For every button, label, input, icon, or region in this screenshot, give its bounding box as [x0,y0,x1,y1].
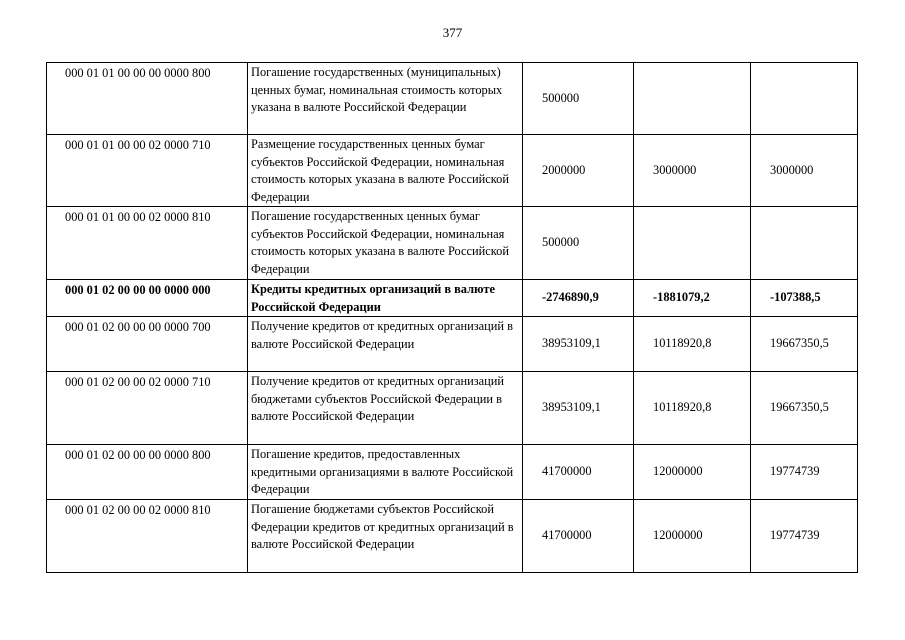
budget-sources-table [46,62,858,573]
description-cell: Получение кредитов от кредитных организаций в валюте Российской Федерации [248,317,523,372]
year1-value-cell: 41700000 [523,445,634,500]
year3-value-cell: -107388,5 [751,280,858,317]
description-cell: Размещение государственных ценных бумаг субъектов Российской Федерации, номинальная стоимость которых указана в валюте Российской Федерации [248,135,523,207]
year2-value-cell: 3000000 [634,135,751,207]
table-row [47,445,858,500]
year1-value-cell: -2746890,9 [523,280,634,317]
budget-code-cell: 000 01 02 00 00 00 0000 800 [47,445,248,500]
page-number: 377 [442,25,463,40]
year3-value-cell: 19667350,5 [751,317,858,372]
year2-value-cell: 10118920,8 [634,372,751,445]
table-row [47,63,858,135]
table-row [47,372,858,445]
budget-code-cell: 000 01 02 00 00 00 0000 700 [47,317,248,372]
year2-value-cell [634,207,751,280]
year2-value-cell: 12000000 [634,445,751,500]
year3-value-cell: 19667350,5 [751,372,858,445]
year2-value-cell: 10118920,8 [634,317,751,372]
description-cell: Погашение государственных ценных бумаг субъектов Российской Федерации, номинальная стоимость которых указана в валюте Российской Федерации [248,207,523,280]
year1-value-cell: 500000 [523,63,634,135]
budget-code-cell: 000 01 01 00 00 02 0000 710 [47,135,248,207]
year1-value-cell: 2000000 [523,135,634,207]
budget-code-cell: 000 01 02 00 00 02 0000 710 [47,372,248,445]
year1-value-cell: 41700000 [523,500,634,573]
description-cell: Погашение кредитов, предоставленных кредитными организациями в валюте Российской Федерации [248,445,523,500]
year3-value-cell: 19774739 [751,445,858,500]
year3-value-cell: 3000000 [751,135,858,207]
year3-value-cell [751,207,858,280]
year2-value-cell: -1881079,2 [634,280,751,317]
description-cell: Кредиты кредитных организаций в валюте Российской Федерации [248,280,523,317]
year1-value-cell: 500000 [523,207,634,280]
year3-value-cell [751,63,858,135]
budget-code-cell: 000 01 01 00 00 00 0000 800 [47,63,248,135]
year1-value-cell: 38953109,1 [523,372,634,445]
description-cell: Погашение бюджетами субъектов Российской Федерации кредитов от кредитных организаций в валюте Российской Федерации [248,500,523,573]
table-row [47,207,858,280]
year3-value-cell: 19774739 [751,500,858,573]
table-row [47,500,858,573]
budget-code-cell: 000 01 02 00 00 00 0000 000 [47,280,248,317]
year2-value-cell: 12000000 [634,500,751,573]
year2-value-cell [634,63,751,135]
budget-code-cell: 000 01 01 00 00 02 0000 810 [47,207,248,280]
description-cell: Получение кредитов от кредитных организаций бюджетами субъектов Российской Федерации в валюте Российской Федерации [248,372,523,445]
table-row [47,135,858,207]
table-row [47,317,858,372]
year1-value-cell: 38953109,1 [523,317,634,372]
description-cell: Погашение государственных (муниципальных) ценных бумаг, номинальная стоимость которых указана в валюте Российской Федерации [248,63,523,135]
budget-code-cell: 000 01 02 00 00 02 0000 810 [47,500,248,573]
table-row-subtotal [47,280,858,317]
